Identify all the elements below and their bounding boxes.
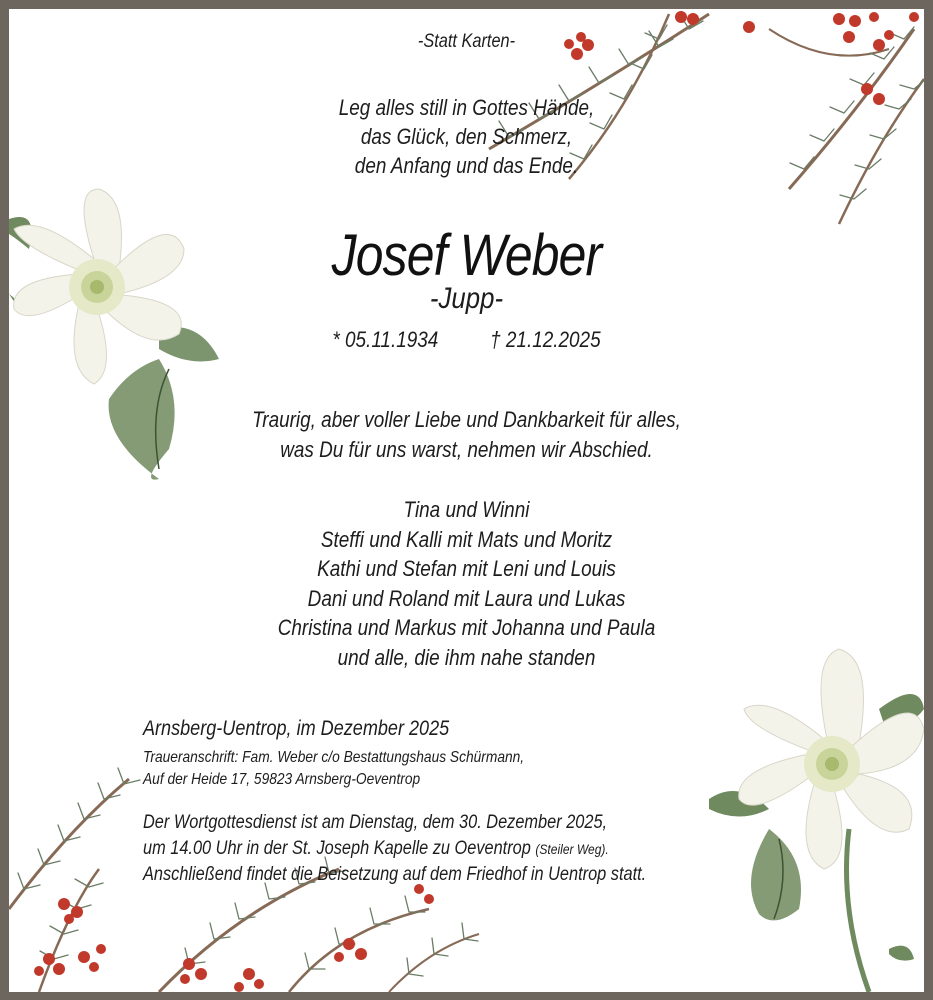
hellebore-flower-icon — [709, 649, 924, 992]
family-list — [73, 495, 860, 672]
family-member: Tina und Winni — [403, 497, 530, 522]
service-line — [143, 836, 646, 862]
place-date: Arnsberg-Uentrop, im Dezember 2025 — [143, 717, 450, 740]
death-date: † 21.12.2025 — [490, 327, 601, 352]
family-member: Kathi und Stefan mit Leni und Louis — [317, 556, 616, 581]
service-line: Anschließend findet die Beisetzung auf dem Friedhof in Uentrop statt. — [143, 864, 647, 885]
red-berries-icon — [564, 11, 919, 105]
family-member: Christina und Markus mit Johanna und Paula — [277, 615, 656, 640]
farewell-line: Traurig, aber voller Liebe und Dankbarkeit für alles, — [252, 407, 681, 432]
quote-line: den Anfang und das Ende. — [354, 153, 579, 178]
obituary-card — [9, 9, 924, 992]
family-member: und alle, die ihm nahe standen — [337, 644, 596, 670]
deceased-nickname: -Jupp- — [429, 282, 504, 315]
mourning-address — [143, 747, 524, 791]
quote-line: Leg alles still in Gottes Hände, — [338, 95, 595, 120]
quote-line: das Glück, den Schmerz, — [360, 124, 573, 149]
family-member: Dani und Roland mit Laura und Lukas — [307, 585, 626, 611]
family-member: Steffi und Kalli mit Mats und Moritz — [320, 526, 613, 552]
address-line: Auf der Heide 17, 59823 Arnsberg-Oeventrop — [143, 771, 421, 788]
red-berries-icon — [34, 884, 434, 992]
service-line: Der Wortgottesdienst ist am Dienstag, dem 30. Dezember 2025, — [143, 812, 608, 833]
deceased-name: Josef Weber — [331, 223, 602, 288]
life-dates — [73, 327, 860, 353]
birth-date: * 05.11.1934 — [332, 327, 439, 352]
address-line: Traueranschrift: Fam. Weber c/o Bestattungshaus Schürmann, — [143, 749, 525, 766]
statt-karten-heading: -Statt Karten- — [417, 31, 516, 52]
service-line-text: um 14.00 Uhr in der St. Joseph Kapelle zu Oeventrop — [143, 838, 531, 859]
service-details — [143, 810, 646, 888]
bible-quote — [73, 93, 860, 180]
service-location-note: (Steiler Weg). — [535, 841, 609, 857]
farewell-line: was Du für uns warst, nehmen wir Abschied. — [280, 437, 653, 462]
farewell-text — [73, 405, 860, 465]
